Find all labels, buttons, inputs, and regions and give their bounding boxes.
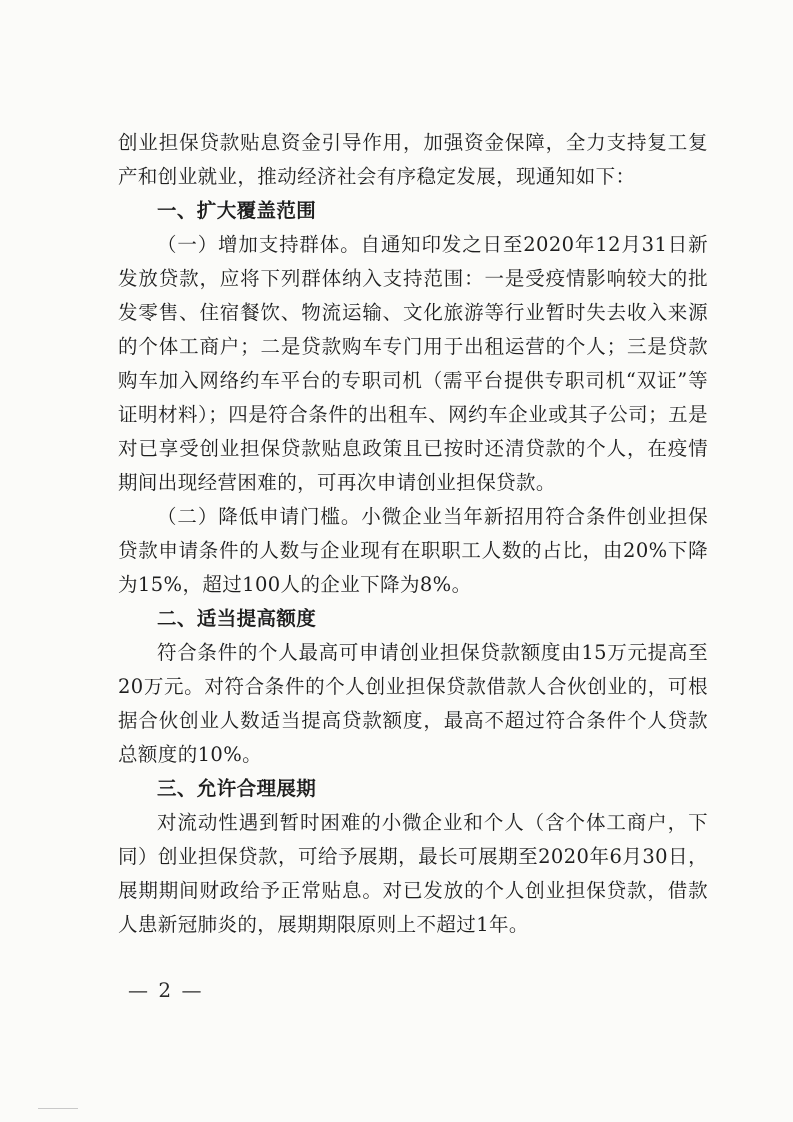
paragraph-support-groups: （一）增加支持群体。自通知印发之日至2020年12月31日新发放贷款，应将下列群体纳入支持范围：一是受疫情影响较大的批发零售、住宿餐饮、物流运输、文化旅游等行业暂时失去收入来源的个体工商户；二是贷款购车专门用于出租运营的个人；三是贷款购车加入网络约车平台的专职司机（需平台提供专职司机“双证”等证明材料）；四是符合条件的出租车、网约车企业或其子公司；五是对已享受创业担保贷款贴息政策且已按时还清贷款的个人，在疫情期间出现经营困难的，可再次申请创业担保贷款。 (118, 233, 708, 494)
paragraph-lower-threshold: （二）降低申请门槛。小微企业当年新招用符合条件创业担保贷款申请条件的人数与企业现有在职职工人数的占比，由20%下降为15%，超过100人的企业下降为8%。 (118, 505, 708, 596)
section-heading-1: 一、扩大覆盖范围 (157, 199, 317, 222)
page-number: — 2 — (128, 978, 204, 1002)
document-body (118, 126, 708, 942)
paragraph-raise-limit: 符合条件的个人最高可申请创业担保贷款额度由15万元提高至20万元。对符合条件的个人创业担保贷款借款人合伙创业的，可根据合伙创业人数适当提高贷款额度，最高不超过符合条件个人贷款总额度的10%。 (118, 641, 708, 766)
paragraph-extension: 对流动性遇到暂时困难的小微企业和个人（含个体工商户，下同）创业担保贷款，可给予展期，最长可展期至2020年6月30日，展期期间财政给予正常贴息。对已发放的个人创业担保贷款，借款人患新冠肺炎的，展期期限原则上不超过1年。 (118, 811, 708, 936)
scan-edge-mark (38, 1108, 78, 1109)
intro-paragraph: 创业担保贷款贴息资金引导作用，加强资金保障，全力支持复工复产和创业就业，推动经济社会有序稳定发展，现通知如下： (118, 131, 708, 188)
section-heading-3: 三、允许合理展期 (157, 777, 317, 800)
section-heading-2: 二、适当提高额度 (157, 607, 317, 630)
